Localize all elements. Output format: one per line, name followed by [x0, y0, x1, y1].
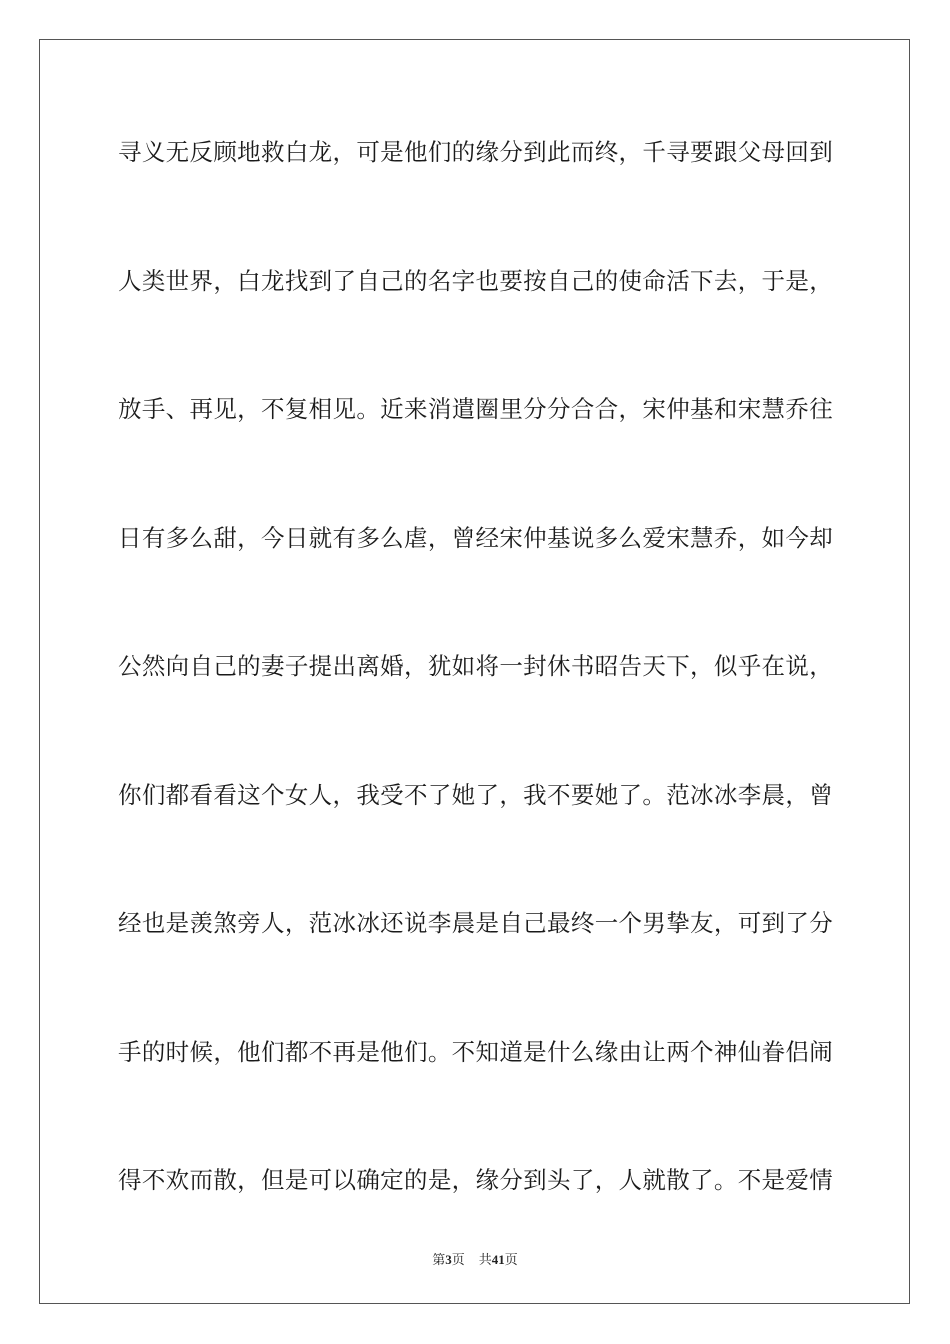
text-line: 人类世界，白龙找到了自己的名字也要按自己的使命活下去，于是， — [118, 266, 833, 295]
text-line: 公然向自己的妻子提出离婚，犹如将一封休书昭告天下，似乎在说， — [118, 652, 833, 680]
page-prefix: 第 — [432, 1252, 446, 1267]
text-line: 日有多么甜，今日就有多么虐，曾经宋仲基说多么爱宋慧乔，如今却 — [118, 523, 833, 552]
total-suffix: 页 — [504, 1252, 518, 1267]
total-pages: 41 — [491, 1252, 505, 1267]
page-number: 3 — [445, 1252, 452, 1267]
text-line: 放手、再见，不复相见。近来消遣圈里分分合合，宋仲基和宋慧乔往 — [118, 395, 833, 423]
text-line: 得不欢而散，但是可以确定的是，缘分到头了，人就散了。不是爱情 — [118, 1166, 833, 1194]
text-line: 手的时候，他们都不再是他们。不知道是什么缘由让两个神仙眷侣闹 — [118, 1037, 833, 1066]
page-footer — [0, 1249, 950, 1268]
text-line: 经也是羡煞旁人，范冰冰还说李晨是自己最终一个男挚友，可到了分 — [118, 909, 833, 937]
text-line: 寻义无反顾地救白龙，可是他们的缘分到此而终，千寻要跟父母回到 — [118, 138, 833, 166]
body-text — [118, 126, 833, 1283]
total-prefix: 共 — [478, 1252, 492, 1267]
page-suffix: 页 — [451, 1252, 465, 1267]
text-line: 你们都看看这个女人，我受不了她了，我不要她了。范冰冰李晨，曾 — [118, 780, 833, 809]
